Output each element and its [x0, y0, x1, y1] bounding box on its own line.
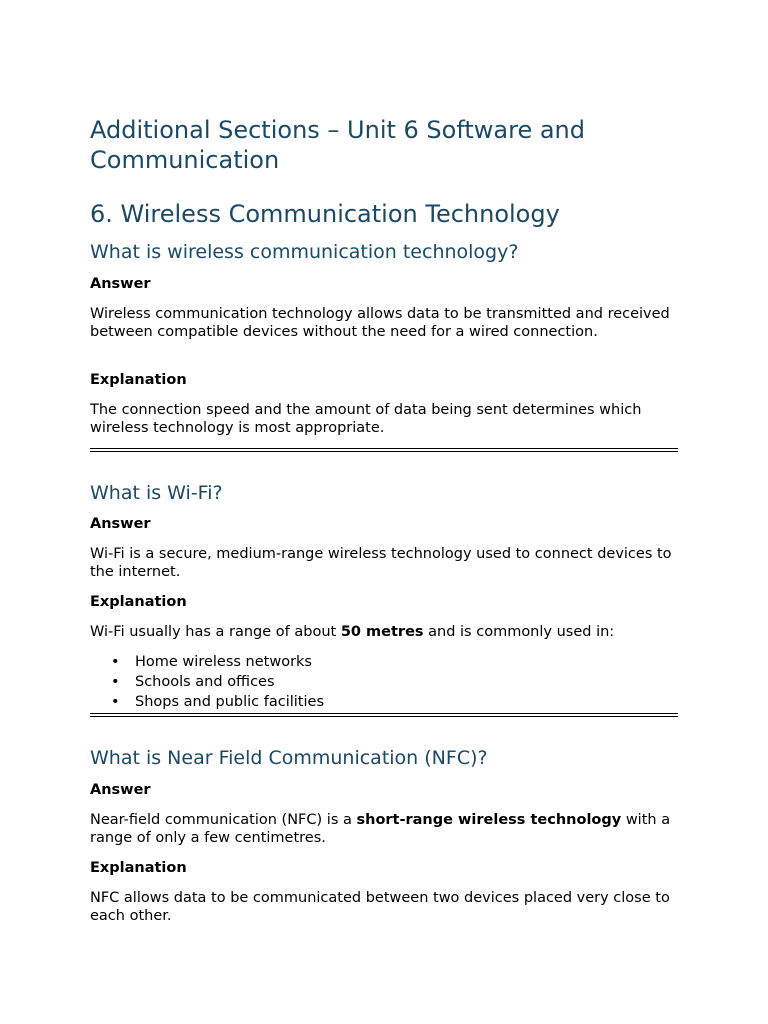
explanation-text-end: and is commonly used in: [423, 624, 615, 640]
explanation-text: The connection speed and the amount of data being sent determines which wireless technology is most appropriate. [90, 402, 642, 436]
answer-label: Answer [90, 276, 151, 292]
explanation-label: Explanation [90, 372, 187, 388]
bullet-icon: • [111, 674, 120, 690]
bullet-icon: • [111, 694, 120, 710]
explanation-text: NFC allows data to be communicated between two devices placed very close to each other. [90, 890, 670, 924]
section-divider [90, 713, 678, 717]
question-heading: What is Wi-Fi? [90, 482, 223, 504]
question-heading: What is Near Field Communication (NFC)? [90, 747, 488, 769]
answer-text: Wi-Fi is a secure, medium-range wireless technology used to connect devices to the internet. [90, 546, 672, 580]
range-highlight: short-range wireless technology [356, 812, 622, 828]
document-title: Additional Sections – Unit 6 Software and Communication [90, 116, 585, 174]
answer-text-end: with a range of only a few centimetres. [90, 812, 671, 846]
explanation-text [90, 623, 680, 641]
answer-text [90, 811, 680, 847]
wifi-uses-list [90, 652, 324, 712]
answer-text-start: Near-field communication (NFC) is a [90, 812, 357, 828]
explanation-label: Explanation [90, 860, 187, 876]
range-highlight: 50 metres [340, 624, 424, 640]
list-item: • Shops and public facilities [111, 694, 324, 710]
section-heading: 6. Wireless Communication Technology [90, 200, 560, 228]
explanation-label: Explanation [90, 594, 187, 610]
explanation-text-start: Wi-Fi usually has a range of about [90, 624, 341, 640]
list-item: • Home wireless networks [111, 654, 312, 670]
bullet-icon: • [111, 654, 120, 670]
question-heading: What is wireless communication technology? [90, 241, 519, 263]
answer-label: Answer [90, 516, 151, 532]
list-item: • Schools and offices [111, 674, 275, 690]
answer-text: Wireless communication technology allows data to be transmitted and received between compatible devices without the need for a wired connection. [90, 306, 670, 340]
section-divider [90, 448, 678, 452]
answer-label: Answer [90, 782, 151, 798]
